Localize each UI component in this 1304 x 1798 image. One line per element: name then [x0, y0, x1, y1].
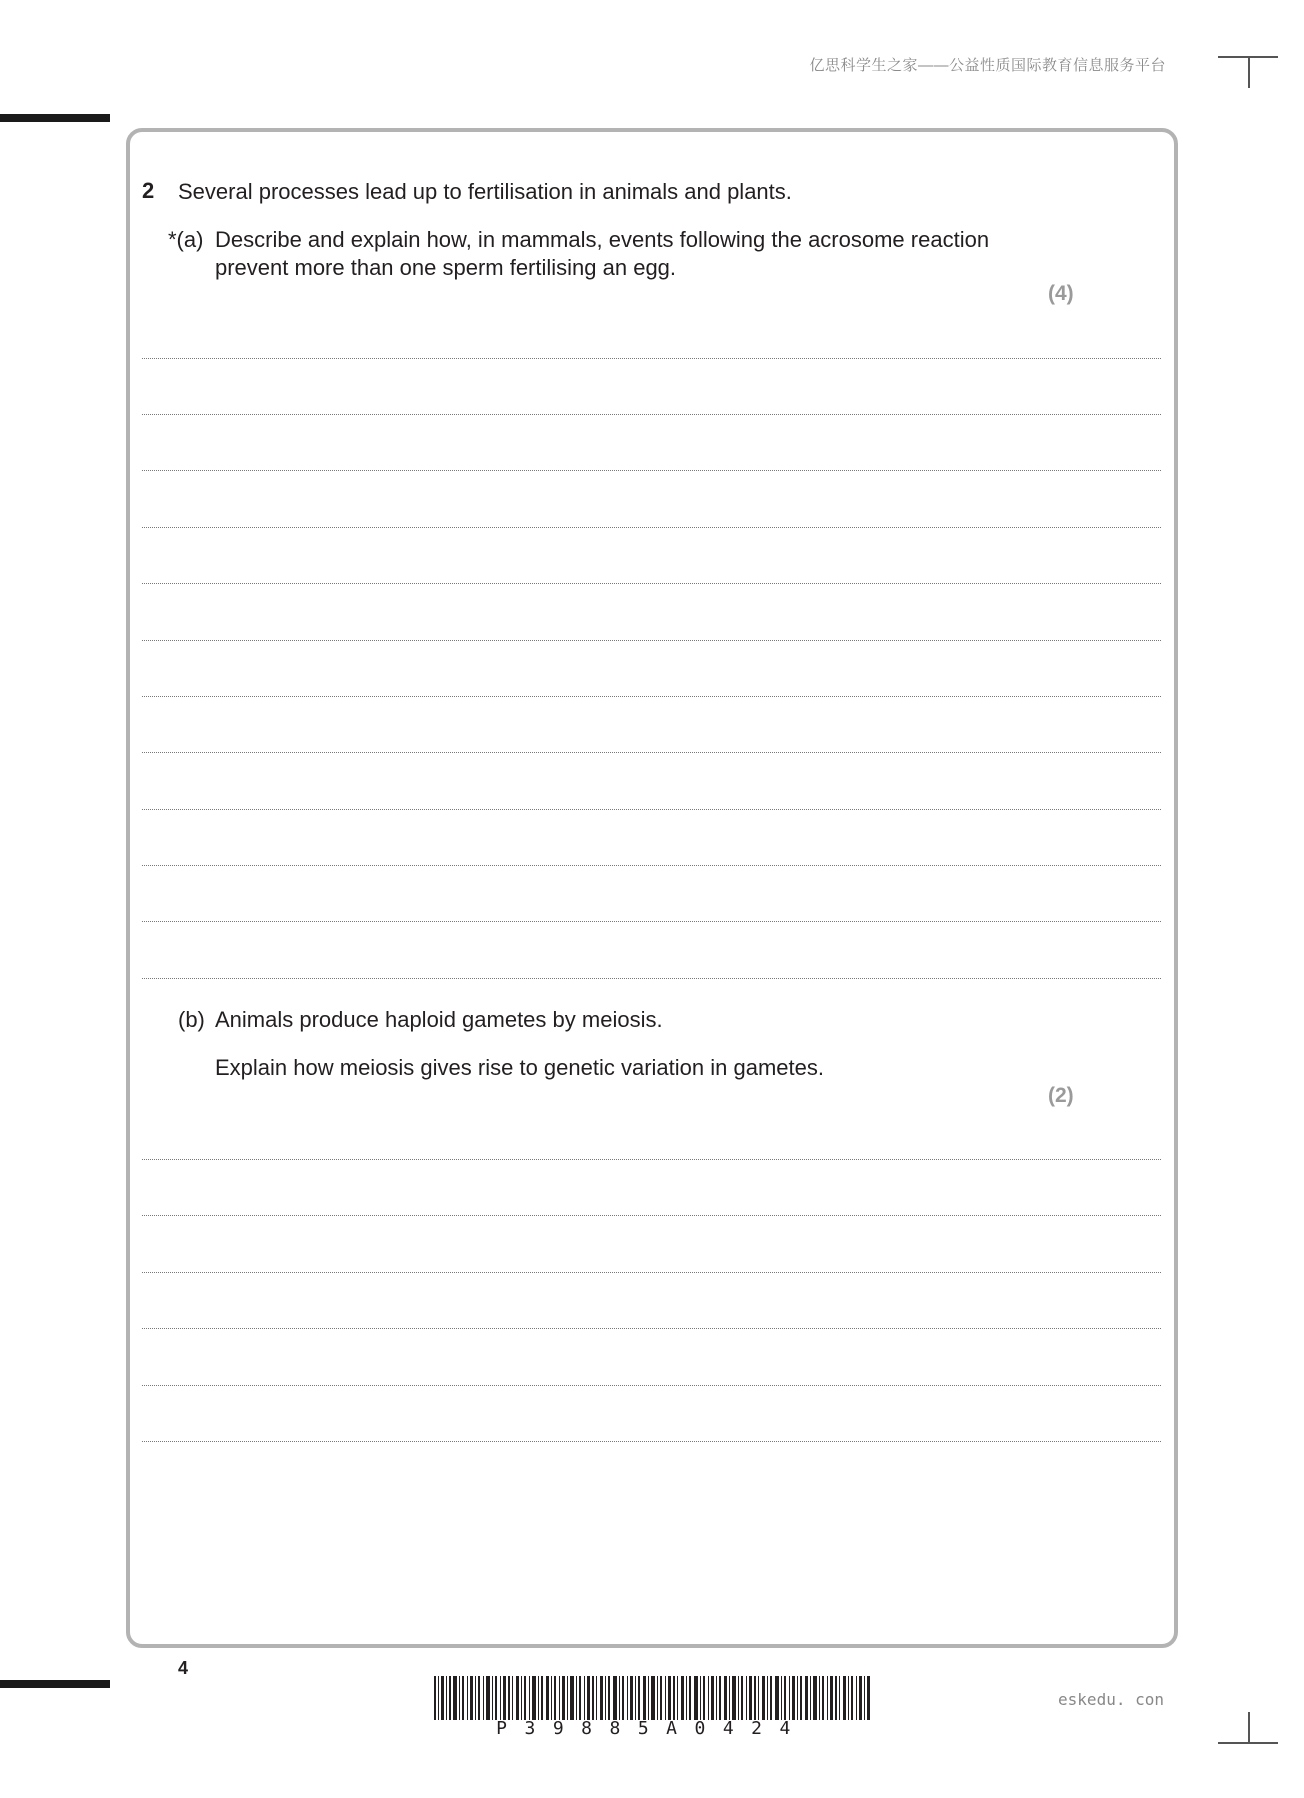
margin-bar-bottom: [0, 1680, 110, 1688]
answer-line[interactable]: [142, 527, 1161, 528]
answer-line[interactable]: [142, 1441, 1161, 1442]
barcode-number: P39885A0424: [496, 1718, 808, 1739]
answer-line[interactable]: [142, 921, 1161, 922]
crop-mark-bottom-v: [1248, 1712, 1250, 1744]
part-b-marks: (2): [1048, 1084, 1074, 1107]
answer-line[interactable]: [142, 865, 1161, 866]
part-a-text-line2: prevent more than one sperm fertilising an egg.: [215, 255, 677, 280]
question-intro: Several processes lead up to fertilisation in animals and plants.: [178, 179, 792, 204]
barcode: [434, 1676, 870, 1720]
answer-line[interactable]: [142, 1385, 1161, 1386]
margin-bar-top: [0, 114, 110, 122]
answer-line[interactable]: [142, 414, 1161, 415]
part-b-label: (b): [178, 1007, 205, 1032]
question-frame: [126, 128, 1178, 1648]
part-b-instruction: Explain how meiosis gives rise to genetic variation in gametes.: [215, 1055, 824, 1080]
answer-line[interactable]: [142, 1272, 1161, 1273]
answer-line[interactable]: [142, 1159, 1161, 1160]
answer-line[interactable]: [142, 696, 1161, 697]
part-a-label: *(a): [168, 227, 204, 252]
header-site-text: 亿思科学生之家——公益性质国际教育信息服务平台: [809, 57, 1166, 74]
answer-line[interactable]: [142, 1328, 1161, 1329]
footer-site: eskedu. con: [1058, 1690, 1164, 1709]
answer-line[interactable]: [142, 809, 1161, 810]
crop-mark-top-v: [1248, 56, 1250, 88]
answer-line[interactable]: [142, 470, 1161, 471]
page-number: 4: [178, 1658, 189, 1678]
answer-line[interactable]: [142, 640, 1161, 641]
part-a-text-line1: Describe and explain how, in mammals, events following the acrosome reaction: [215, 227, 990, 252]
part-b-statement: Animals produce haploid gametes by meiosis.: [215, 1007, 663, 1032]
part-a-marks: (4): [1048, 282, 1074, 305]
answer-line[interactable]: [142, 978, 1161, 979]
answer-line[interactable]: [142, 583, 1161, 584]
answer-line[interactable]: [142, 752, 1161, 753]
question-number: 2: [142, 178, 155, 203]
answer-line[interactable]: [142, 358, 1161, 359]
answer-line[interactable]: [142, 1215, 1161, 1216]
